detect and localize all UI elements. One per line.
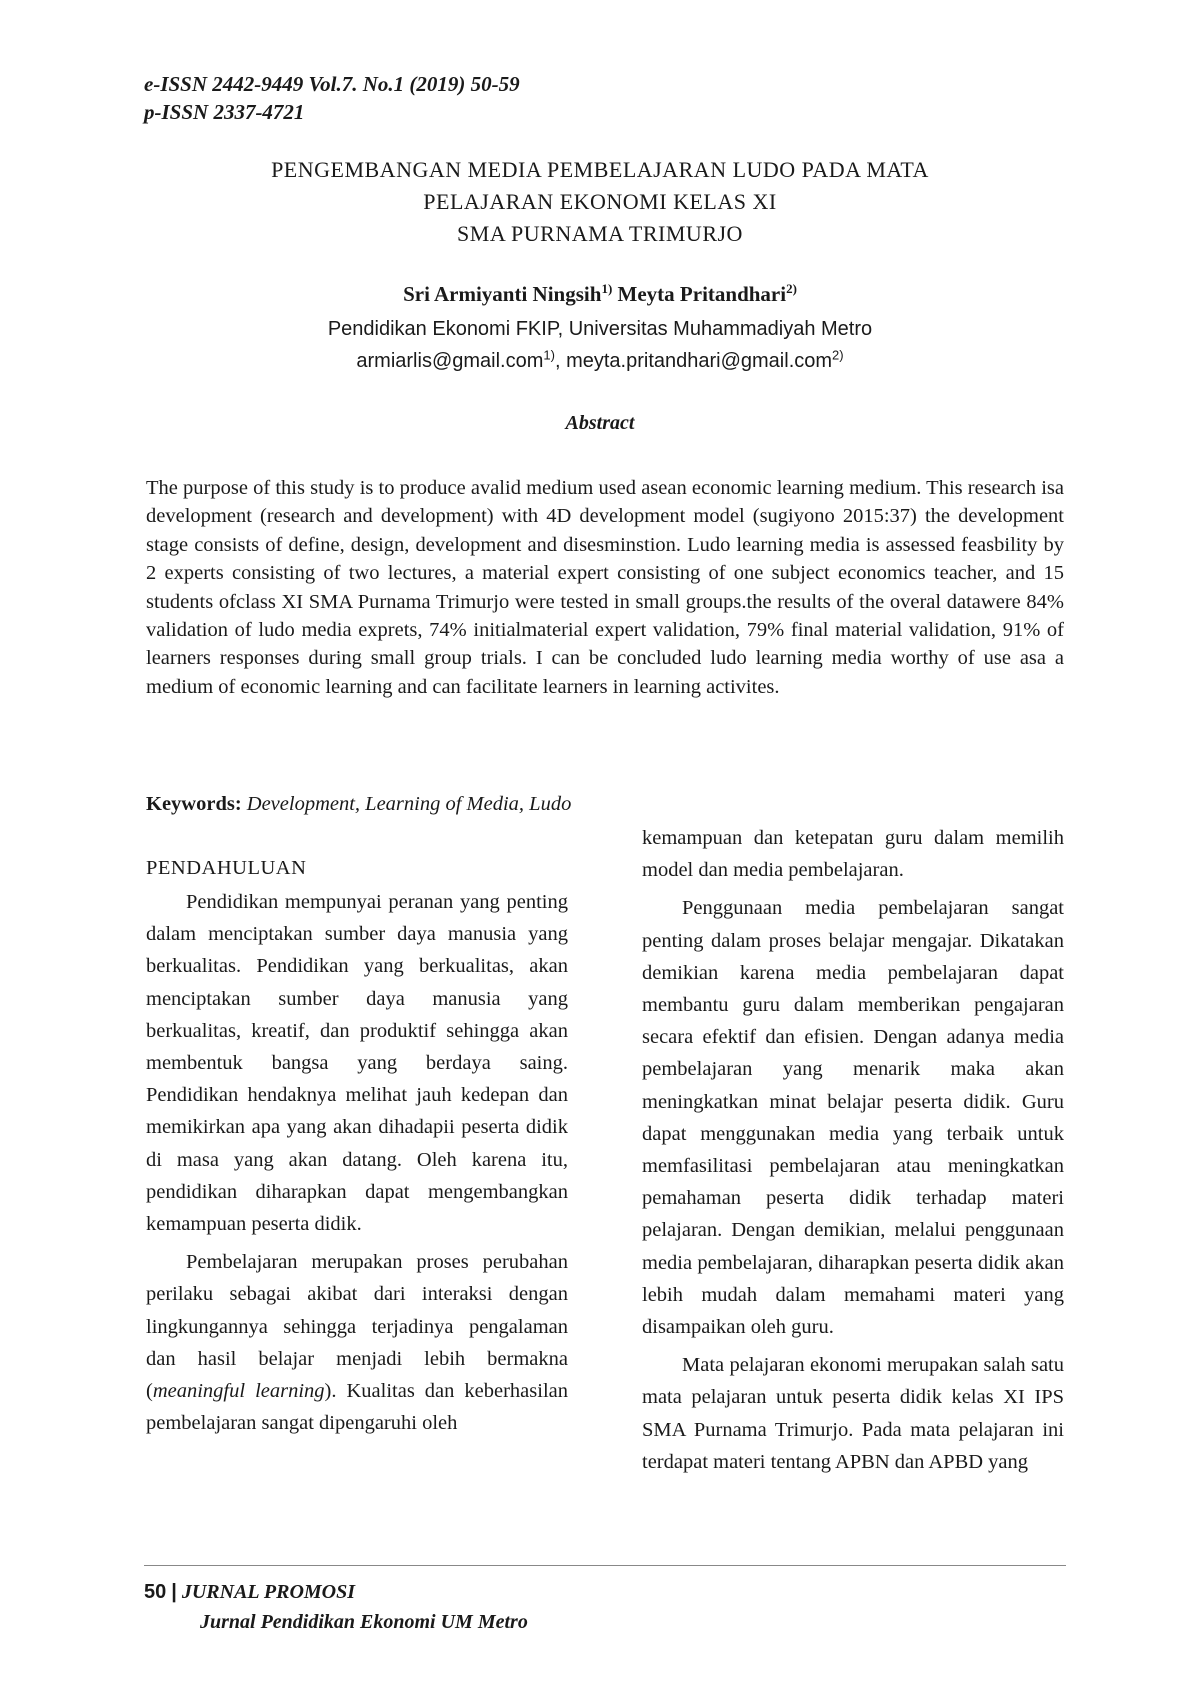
paragraph-italic-term: meaningful learning [152,1380,325,1403]
author-affiliation-mark: 2) [786,281,797,296]
journal-subtitle: Jurnal Pendidikan Ekonomi UM Metro [200,1611,528,1633]
email-address: meyta.pritandhari@gmail.com [566,350,833,372]
author-affiliation-mark: 1) [601,281,613,296]
article-title [150,154,1050,250]
body-paragraph: kemampuan dan ketepatan guru dalam memilih model dan media pembelajaran. [642,827,1064,882]
page-number: 50 [144,1581,167,1603]
issn-print: p-ISSN 2337-4721 [144,100,305,124]
footer-divider [144,1565,1066,1566]
title-line: SMA PURNAMA TRIMURJO [457,221,743,246]
keywords-label: Keywords: [146,793,242,815]
issn-header [144,70,520,126]
section-heading: PENDAHULUAN [146,857,307,879]
issn-electronic: e-ISSN 2442-9449 Vol.7. No.1 (2019) 50-59 [144,72,520,96]
affiliation: Pendidikan Ekonomi FKIP, Universitas Muhammadiyah Metro [327,318,873,340]
body-paragraph: Penggunaan media pembelajaran sangat penting dalam proses belajar mengajar. Dikatakan demikian karena media pembelajaran dapat membantu guru dalam memberikan pengajaran secara efektif dan efisien. Dengan adanya media pembelajaran yang menarik maka akan meningkatkan minat belajar peserta didik. Guru dapat menggunakan media yang terbaik untuk memfasilitasi pembelajaran atau meningkatkan pemahaman peserta didik terhadap materi pelajaran. Dengan demikian, melalui penggunaan media pembelajaran, diharapkan peserta didik akan lebih mudah dalam memahami materi yang disampaikan oleh guru. [642,897,1064,1339]
author-emails [150,346,1050,376]
abstract-heading: Abstract [565,412,635,434]
body-paragraph: Pendidikan mempunyai peranan yang penting dalam menciptakan sumber daya manusia yang berkualitas. Pendidikan yang berkualitas, akan menciptakan sumber daya manusia yang berkualitas, kreatif, dan produktif sehingga akan membentuk bangsa yang berdaya saing. Pendidikan hendaknya melihat jauh kedepan dan memikirkan apa yang akan dihadapii peserta didik di masa yang akan datang. Oleh karena itu, pendidikan diharapkan dapat mengembangkan kemampuan peserta didik. [146,891,568,1236]
abstract-text: The purpose of this study is to produce avalid medium used asean economic learning medium. This research isa development (research and development) with 4D development model (sugiyono 2015:37) the development stage consists of define, design, development and disesminstion. Ludo learning media is assessed feasbility by 2 experts consisting of two lectures, a material expert consisting of one subject economics teacher, and 15 students ofclass XI SMA Purnama Trimurjo were tested in small groups.the results of the overal datawere 84% validation of ludo media exprets, 74% initialmaterial expert validation, 79% final material validation, 91% of learners responses during small group trials. I can be concluded ludo learning media worthy of use asa a medium of economic learning and can facilitate learners in learning activites. [146,477,1064,698]
title-line: PENGEMBANGAN MEDIA PEMBELAJARAN LUDO PADA MATA [271,157,929,182]
page-footer [144,1578,528,1633]
body-column-left [146,852,568,1445]
author-list [150,280,1050,308]
keywords-values: Development, Learning of Media, Ludo [246,793,572,815]
author-name: Meyta Pritandhari [617,282,787,306]
author-name: Sri Armiyanti Ningsih [403,282,602,306]
body-column-right [642,822,1064,1484]
body-paragraph [146,1246,568,1439]
email-address: armiarlis@gmail.com [356,350,544,372]
email-mark: 2) [832,347,844,363]
footer-separator: | [171,1581,177,1603]
email-mark: 1) [543,347,555,363]
email-separator: , [554,350,567,372]
journal-name: JURNAL PROMOSI [181,1581,356,1603]
paragraph-text: ). Kualitas dan keberhasilan pembelajaran sangat dipengaruhi oleh [146,1380,568,1435]
keywords [146,790,571,818]
title-line: PELAJARAN EKONOMI KELAS XI [423,189,777,214]
paragraph-text: Pembelajaran merupakan proses perubahan perilaku sebagai akibat dari interaksi dengan lingkungannya sehingga terjadinya pengalaman dan hasil belajar menjadi lebih bermakna ( [146,1251,568,1403]
body-paragraph: Mata pelajaran ekonomi merupakan salah satu mata pelajaran untuk peserta didik kelas XI IPS SMA Purnama Trimurjo. Pada mata pelajaran ini terdapat materi tentang APBN dan APBD yang [642,1354,1064,1473]
